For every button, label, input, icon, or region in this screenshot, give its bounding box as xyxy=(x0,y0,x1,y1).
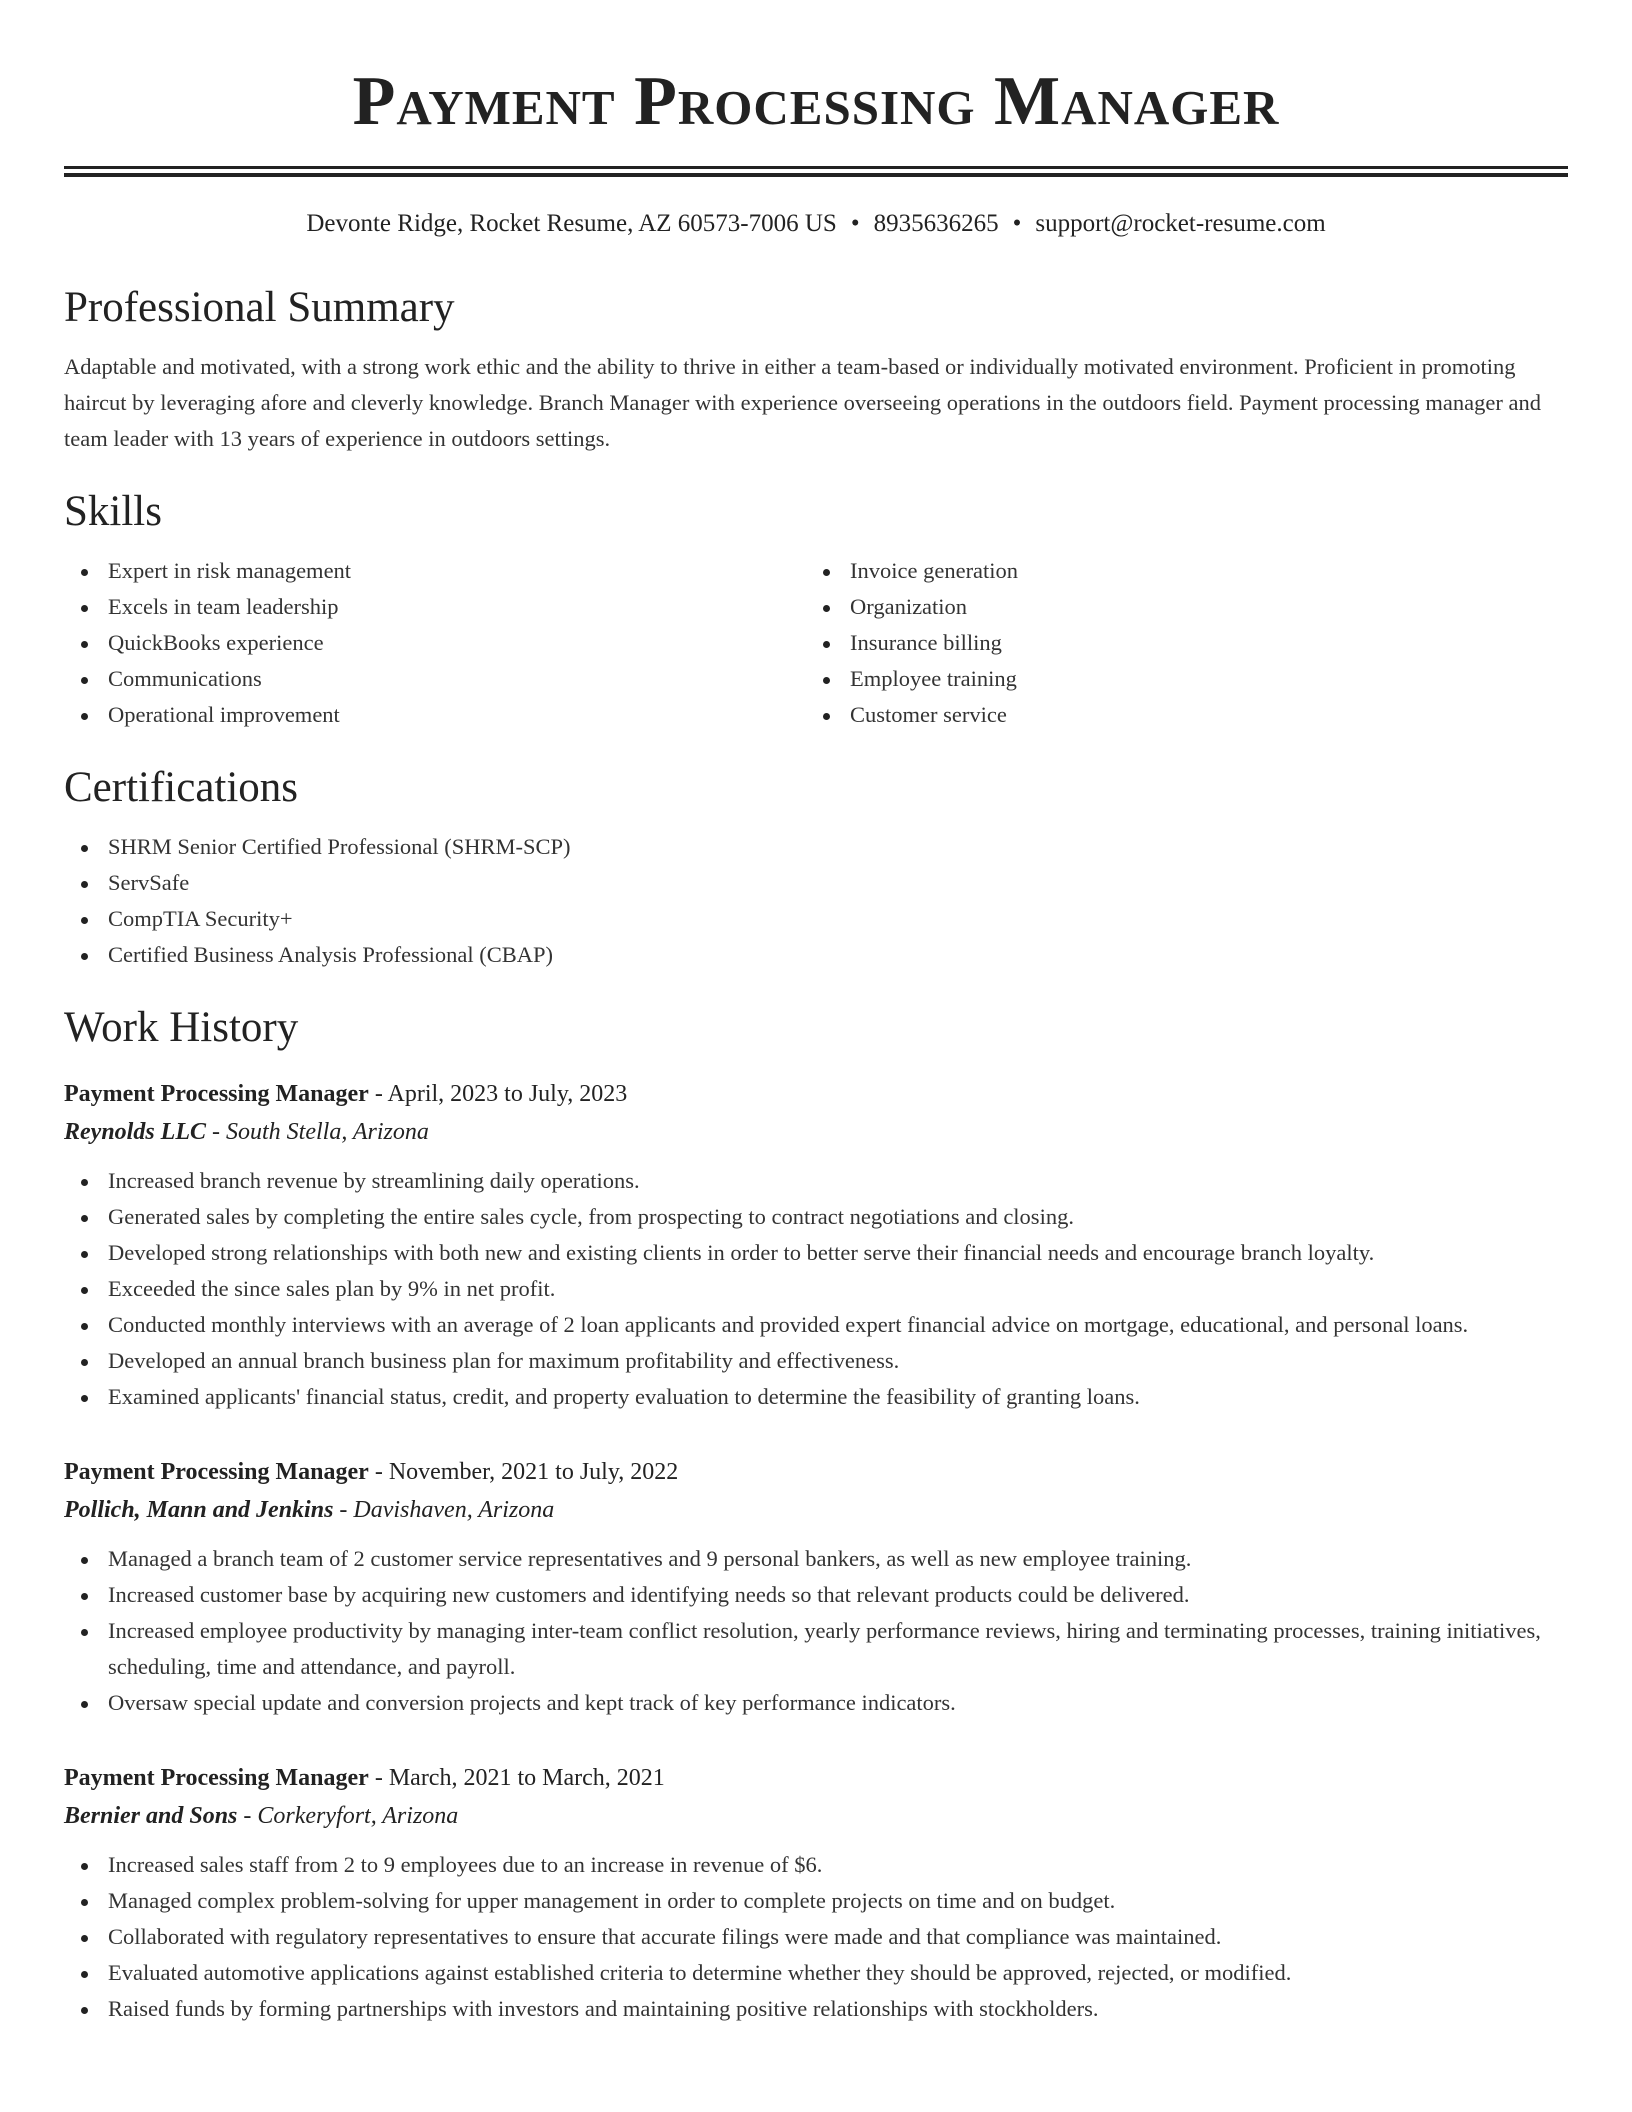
company-line xyxy=(64,1797,1568,1835)
contact-separator: • xyxy=(850,210,860,237)
certification-item: Certified Business Analysis Professional (CBAP) xyxy=(64,937,1568,973)
contact-email[interactable]: support@rocket-resume.com xyxy=(1035,210,1326,237)
skill-item: Customer service xyxy=(806,697,1548,733)
job-entry xyxy=(64,1759,1568,2027)
contact-line xyxy=(64,207,1568,241)
work-history-heading: Work History xyxy=(64,1004,299,1051)
skills-list-left xyxy=(64,553,806,733)
job-title-line xyxy=(64,1453,1568,1491)
skills-list-right xyxy=(806,553,1548,733)
skills-heading: Skills xyxy=(64,488,162,535)
job-title-line xyxy=(64,1759,1568,1797)
skills-column-right xyxy=(806,553,1548,733)
company-location: - Corkeryfort, Arizona xyxy=(237,1803,459,1829)
certification-item: SHRM Senior Certified Professional (SHRM-SCP) xyxy=(64,829,1568,865)
company-location: - South Stella, Arizona xyxy=(206,1119,429,1145)
contact-phone: 8935636265 xyxy=(873,210,999,237)
job-bullet: Collaborated with regulatory representatives to ensure that accurate filings were made and that compliance was maintained. xyxy=(64,1919,1568,1955)
company-name: Pollich, Mann and Jenkins xyxy=(64,1497,334,1523)
contact-separator: • xyxy=(1012,210,1022,237)
certifications-list xyxy=(64,829,1568,973)
skill-item: Invoice generation xyxy=(806,553,1548,589)
title-divider xyxy=(64,166,1568,177)
job-bullet: Developed an annual branch business plan for maximum profitability and effectiveness. xyxy=(64,1343,1568,1379)
job-title: Payment Processing Manager xyxy=(64,1081,369,1107)
skill-item: Employee training xyxy=(806,661,1548,697)
job-bullet: Raised funds by forming partnerships with investors and maintaining positive relationships with stockholders. xyxy=(64,1991,1568,2027)
job-dates: - April, 2023 to July, 2023 xyxy=(368,1081,628,1107)
skill-item: QuickBooks experience xyxy=(64,625,806,661)
skill-item: Expert in risk management xyxy=(64,553,806,589)
company-name: Reynolds LLC xyxy=(64,1119,206,1145)
skill-item: Communications xyxy=(64,661,806,697)
job-bullet: Increased employee productivity by managing inter-team conflict resolution, yearly performance reviews, hiring and terminating processes, training initiatives, scheduling, time and attendance, and payroll. xyxy=(64,1613,1568,1685)
job-entry xyxy=(64,1075,1568,1415)
job-bullet: Increased branch revenue by streamlining daily operations. xyxy=(64,1163,1568,1199)
job-bullet: Exceeded the since sales plan by 9% in net profit. xyxy=(64,1271,1568,1307)
company-name: Bernier and Sons xyxy=(64,1803,238,1829)
job-entry xyxy=(64,1453,1568,1721)
company-line xyxy=(64,1491,1568,1529)
job-bullet: Managed complex problem-solving for upper management in order to complete projects on time and on budget. xyxy=(64,1883,1568,1919)
job-bullet: Increased customer base by acquiring new customers and identifying needs so that relevant products could be delivered. xyxy=(64,1577,1568,1613)
certification-item: ServSafe xyxy=(64,865,1568,901)
skill-item: Insurance billing xyxy=(806,625,1548,661)
job-bullet: Examined applicants' financial status, credit, and property evaluation to determine the feasibility of granting loans. xyxy=(64,1379,1568,1415)
job-bullets xyxy=(64,1163,1568,1415)
job-bullet: Conducted monthly interviews with an average of 2 loan applicants and provided expert financial advice on mortgage, educational, and personal loans. xyxy=(64,1307,1568,1343)
job-title: Payment Processing Manager xyxy=(64,1459,369,1485)
job-bullet: Oversaw special update and conversion projects and kept track of key performance indicators. xyxy=(64,1685,1568,1721)
certifications-heading: Certifications xyxy=(64,764,299,811)
job-bullet: Increased sales staff from 2 to 9 employees due to an increase in revenue of $6. xyxy=(64,1847,1568,1883)
job-bullets xyxy=(64,1847,1568,2027)
certification-item: CompTIA Security+ xyxy=(64,901,1568,937)
skills-column-left xyxy=(64,553,806,733)
job-title-line xyxy=(64,1075,1568,1113)
summary-heading: Professional Summary xyxy=(64,284,455,331)
skill-item: Organization xyxy=(806,589,1548,625)
contact-address: Devonte Ridge, Rocket Resume, AZ 60573-7006 US xyxy=(306,210,837,237)
job-bullets xyxy=(64,1541,1568,1721)
job-bullet: Generated sales by completing the entire sales cycle, from prospecting to contract negotiations and closing. xyxy=(64,1199,1568,1235)
job-dates: - March, 2021 to March, 2021 xyxy=(368,1765,665,1791)
job-title: Payment Processing Manager xyxy=(64,1765,369,1791)
summary-text: Adaptable and motivated, with a strong work ethic and the ability to thrive in either a team-based or individually motivated environment. Proficient in promoting haircut by leveraging afore and cleverly knowledge. Branch Manager with experience overseeing operations in the outdoors field. Payment processing manager and team leader with 13 years of experience in outdoors settings. xyxy=(64,354,1541,451)
job-dates: - November, 2021 to July, 2022 xyxy=(368,1459,679,1485)
skill-item: Operational improvement xyxy=(64,697,806,733)
company-line xyxy=(64,1113,1568,1151)
skills-grid xyxy=(64,553,1568,733)
job-bullet: Evaluated automotive applications against established criteria to determine whether they should be approved, rejected, or modified. xyxy=(64,1955,1568,1991)
job-bullet: Managed a branch team of 2 customer service representatives and 9 personal bankers, as well as new employee training. xyxy=(64,1541,1568,1577)
company-location: - Davishaven, Arizona xyxy=(333,1497,555,1523)
resume-title: Payment Processing Manager xyxy=(352,63,1280,140)
skill-item: Excels in team leadership xyxy=(64,589,806,625)
job-bullet: Developed strong relationships with both new and existing clients in order to better serve their financial needs and encourage branch loyalty. xyxy=(64,1235,1568,1271)
